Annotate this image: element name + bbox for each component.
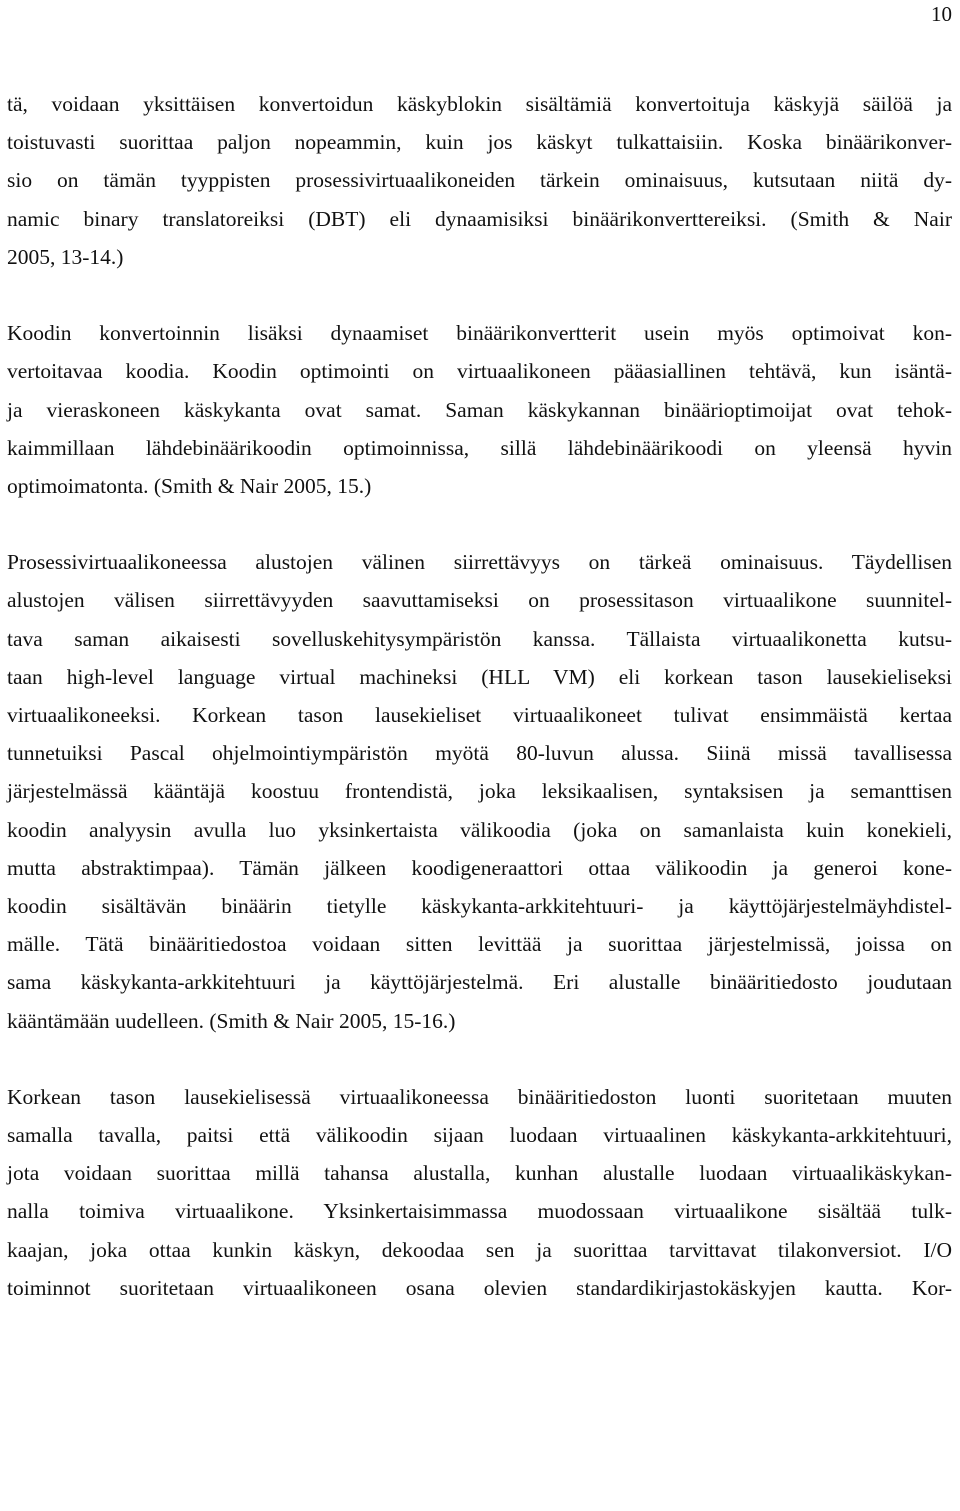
text-line: taan high-level language virtual machineksi (HLL VM) eli korkean tason lausekieliseksi [7,664,952,689]
text-line: samalla tavalla, paitsi että välikoodin sijaan luodaan virtuaalinen käskykanta-arkkitehtuuri, [7,1123,952,1148]
text-line: järjestelmässä kääntäjä koostuu frontendistä, joka leksikaalisen, syntaksisen ja semanttisen [7,779,952,804]
paragraph-1 [7,85,952,276]
text-line: ja vieraskoneen käskykanta ovat samat. Saman käskykannan binäärioptimoijat ovat tehok- [7,397,952,422]
text-line: tava saman aikaisesti sovelluskehitysympäristön kanssa. Tällaista virtuaalikonetta kutsu- [7,626,952,651]
text-line: koodin sisältävän binäärin tietylle käskykanta-arkkitehtuuri- ja käyttöjärjestelmäyhdistel- [7,893,952,918]
paragraph-4 [7,1078,952,1307]
text-line: nalla toimiva virtuaalikone. Yksinkertaisimmassa muodossaan virtuaalikone sisältää tulk- [7,1199,952,1224]
text-line: toistuvasti suorittaa paljon nopeammin, kuin jos käskyt tulkattaisiin. Koska binäärikonver- [7,130,952,155]
paragraph-spacer [7,505,952,543]
text-line: Koodin konvertoinnin lisäksi dynaamiset binäärikonvertterit usein myös optimoivat kon- [7,321,952,346]
paragraph-3 [7,543,952,1039]
document-body [7,85,952,1307]
text-line: kaimmillaan lähdebinäärikoodin optimoinnissa, sillä lähdebinäärikoodi on yleensä hyvin [7,435,952,460]
text-line: 2005, 13-14.) [7,244,124,269]
text-line: koodin analyysin avulla luo yksinkertaista välikoodia (joka on samanlaista kuin konekieli, [7,817,952,842]
text-line: kääntämään uudelleen. (Smith & Nair 2005, 15-16.) [7,1008,456,1033]
text-line: virtuaalikoneeksi. Korkean tason lausekieliset virtuaalikoneet tulivat ensimmäistä kertaa [7,703,952,727]
text-line: sama käskykanta-arkkitehtuuri ja käyttöjärjestelmä. Eri alustalle binääritiedosto joudutaan [7,970,952,995]
paragraph-spacer [7,1040,952,1078]
text-line: jota voidaan suorittaa millä tahansa alustalla, kunhan alustalle luodaan virtuaalikäskykan- [7,1161,952,1186]
text-line: optimoimatonta. (Smith & Nair 2005, 15.) [7,473,372,498]
text-line: sio on tämän tyyppisten prosessivirtuaalikoneiden tärkein ominaisuus, kutsutaan niitä dy- [7,168,952,193]
text-line: tä, voidaan yksittäisen konvertoidun käskyblokin sisältämiä konvertoituja käskyjä säilöä ja [7,92,952,116]
text-line: toiminnot suoritetaan virtuaalikoneen osana olevien standardikirjastokäskyjen kautta. Kor- [7,1275,952,1300]
text-line: alustojen välisen siirrettävyyden saavuttamiseksi on prosessitason virtuaalikone suunnitel- [7,588,952,613]
text-line: kaajan, joka ottaa kunkin käskyn, dekoodaa sen ja suorittaa tarvittavat tilakonversiot. I/O [7,1237,952,1262]
paragraph-spacer [7,276,952,314]
text-line: mälle. Tätä binääritiedostoa voidaan sitten levittää ja suorittaa järjestelmissä, joissa on [7,932,952,957]
text-line: mutta abstraktimpaa). Tämän jälkeen koodigeneraattori ottaa välikoodin ja generoi kone- [7,855,952,880]
text-line: tunnetuiksi Pascal ohjelmointiympäristön myötä 80-luvun alussa. Siinä missä tavallisessa [7,741,952,766]
page-number: 10 [931,2,952,26]
text-line: Korkean tason lausekielisessä virtuaalikoneessa binääritiedoston luonti suoritetaan muuten [7,1084,952,1109]
paragraph-2 [7,314,952,505]
text-line: vertoitavaa koodia. Koodin optimointi on virtuaalikoneen pääasiallinen tehtävä, kun isäntä- [7,359,952,384]
text-line: namic binary translatoreiksi (DBT) eli dynaamisiksi binäärikonverttereiksi. (Smith & Nair [7,206,952,231]
text-line: Prosessivirtuaalikoneessa alustojen välinen siirrettävyys on tärkeä ominaisuus. Täydellisen [7,550,952,575]
